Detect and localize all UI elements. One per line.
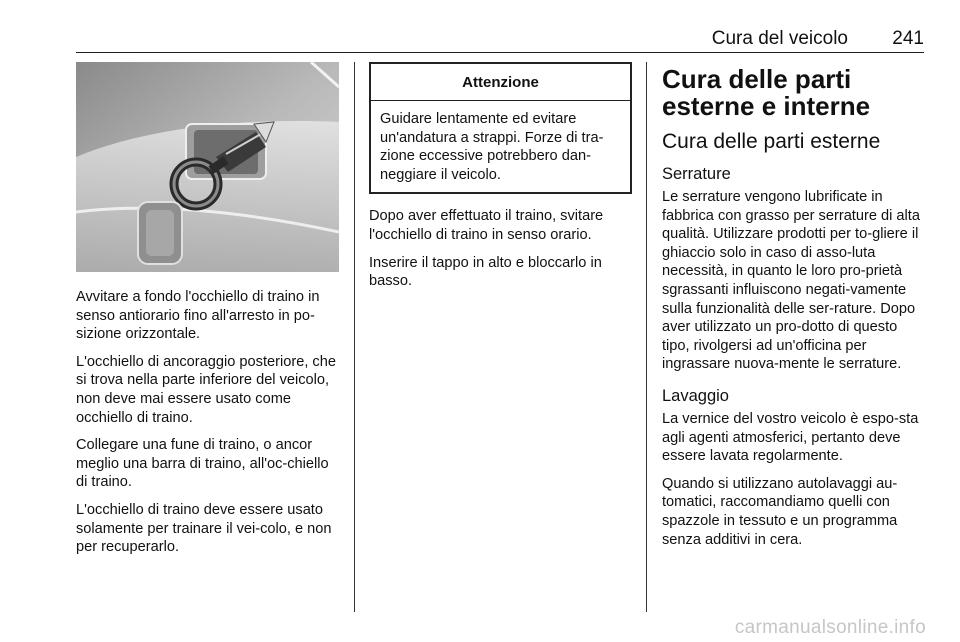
column-middle [369, 62, 632, 300]
warning-text: Guidare lentamente ed evitare un'andatura a strappi. Forze di tra-zione eccessive potrebbero dan-neggiare il veicolo. [380, 111, 604, 183]
section-title: Cura del veicolo [711, 28, 848, 49]
page-number: 241 [892, 28, 924, 49]
tow-eye-illustration-svg [76, 62, 339, 272]
chapter-heading: Cura delle parti esterne e interne [662, 64, 871, 121]
watermark: carmanualsonline.info [734, 617, 926, 638]
subsection-title-serrature: Serrature [662, 165, 731, 183]
paragraph: Le serrature vengono lubrificate in fabbrica con grasso per serrature di alta qualità. Utilizzare prodotti per to-gliere il ghiaccio solo in caso di asso-luta necessità, in quanto le loro pro-prietà sgrassanti influiscono negati-vamente sulla funzionalità delle ser-rature. Dopo aver utilizzato un pro-dotto di questo tipo, rivolgersi ad un'officina per ingrassare nuova-mente le serrature. [662, 189, 920, 373]
section-heading: Cura delle parti esterne [662, 130, 881, 153]
column-divider [646, 62, 647, 612]
paragraph: Inserire il tappo in alto e bloccarlo in basso. [369, 254, 602, 290]
paragraph: L'occhiello di traino deve essere usato solamente per trainare il vei-colo, e non per recuperarlo. [76, 501, 332, 556]
paragraph: La vernice del vostro veicolo è espo-sta agli agenti atmosferici, pertanto deve essere lavata regolarmente. [662, 410, 919, 465]
warning-box [369, 62, 632, 194]
paragraph: Quando si utilizzano autolavaggi au-tomatici, raccomandiamo quelli con spazzole in tessuto e un programma senza additivi in cera. [662, 475, 898, 548]
paragraph: L'occhiello di ancoraggio posteriore, che si trova nella parte inferiore del veicolo, non deve mai essere usato come occhiello di traino. [76, 353, 336, 426]
page-header [76, 28, 924, 53]
column-right [662, 62, 927, 558]
warning-title: Attenzione [371, 64, 630, 101]
paragraph: Dopo aver effettuato il traino, svitare l'occhiello di traino in senso orario. [369, 208, 604, 243]
paragraph: Collegare una fune di traino, o ancor meglio una barra di traino, all'oc-chiello di traino. [76, 437, 329, 491]
column-divider [354, 62, 355, 612]
tow-eye-illustration [76, 62, 339, 272]
subsection-title-lavaggio: Lavaggio [662, 386, 729, 405]
paragraph: Avvitare a fondo l'occhiello di traino in senso antiorario fino all'arresto in po-sizione orizzontale. [76, 289, 320, 343]
column-left [76, 62, 341, 566]
